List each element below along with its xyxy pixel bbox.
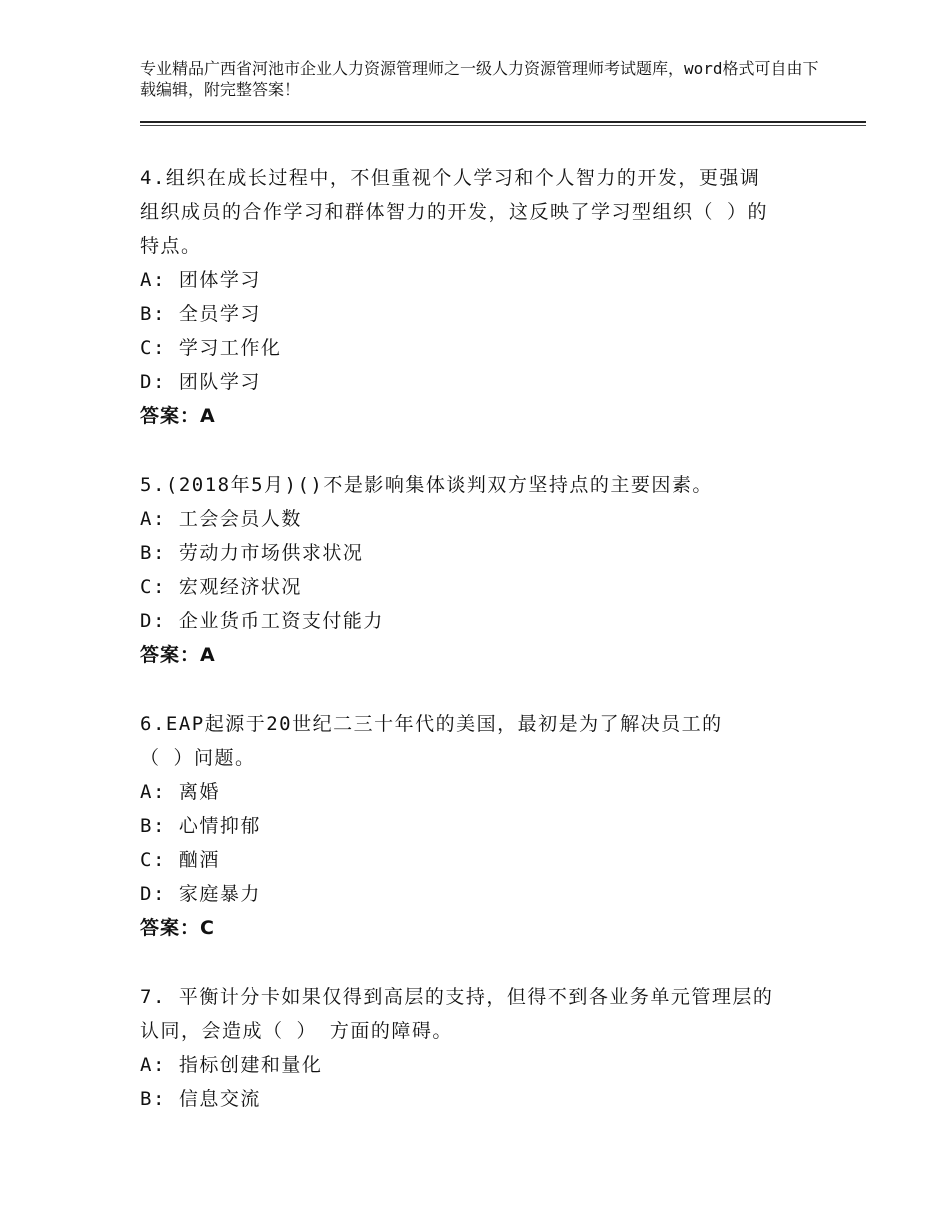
option-d: D: 团队学习 — [140, 371, 261, 393]
option-a: A: 工会会员人数 — [140, 508, 302, 530]
question-5 — [140, 468, 830, 672]
question-stem-line: 6.EAP起源于20世纪二三十年代的美国，最初是为了解决员工的 — [140, 713, 723, 735]
option-d: D: 企业货币工资支付能力 — [140, 610, 384, 632]
question-stem-line: 认同，会造成（ ） 方面的障碍。 — [140, 1020, 453, 1042]
question-stem-line: （ ）问题。 — [140, 747, 256, 769]
option-b: B: 全员学习 — [140, 303, 261, 325]
answer-value: A — [200, 644, 215, 666]
question-stem-line: 7. 平衡计分卡如果仅得到高层的支持，但得不到各业务单元管理层的 — [140, 986, 774, 1008]
answer-value: A — [200, 405, 215, 427]
answer-line — [140, 638, 830, 672]
question-stem-line: 组织成员的合作学习和群体智力的开发，这反映了学习型组织（ ）的 — [140, 201, 768, 223]
option-a: A: 离婚 — [140, 781, 220, 803]
header-divider-thin — [140, 125, 866, 126]
option-c: C: 宏观经济状况 — [140, 576, 302, 598]
option-c: C: 酗酒 — [140, 849, 220, 871]
answer-label: 答案： — [140, 405, 201, 427]
header-divider — [140, 121, 866, 123]
question-7 — [140, 980, 830, 1116]
option-c: C: 学习工作化 — [140, 337, 282, 359]
question-stem-line: 特点。 — [140, 235, 202, 257]
question-stem-line: 4.组织在成长过程中，不但重视个人学习和个人智力的开发，更强调 — [140, 167, 761, 189]
option-a: A: 指标创建和量化 — [140, 1054, 323, 1076]
answer-line — [140, 399, 830, 433]
answer-value: C — [200, 917, 214, 939]
option-b: B: 信息交流 — [140, 1088, 261, 1110]
question-6 — [140, 707, 830, 945]
answer-label: 答案： — [140, 917, 201, 939]
answer-label: 答案： — [140, 644, 201, 666]
question-stem-line: 5.(2018年5月)()不是影响集体谈判双方坚持点的主要因素。 — [140, 474, 713, 496]
answer-line — [140, 911, 830, 945]
option-b: B: 劳动力市场供求状况 — [140, 542, 364, 564]
option-d: D: 家庭暴力 — [140, 883, 261, 905]
question-4 — [140, 161, 830, 433]
header-title: 专业精品广西省河池市企业人力资源管理师之一级人力资源管理师考试题库，word格式可自由下载编辑，附完整答案！ — [140, 59, 819, 99]
document-header — [140, 58, 820, 100]
option-b: B: 心情抑郁 — [140, 815, 261, 837]
option-a: A: 团体学习 — [140, 269, 261, 291]
